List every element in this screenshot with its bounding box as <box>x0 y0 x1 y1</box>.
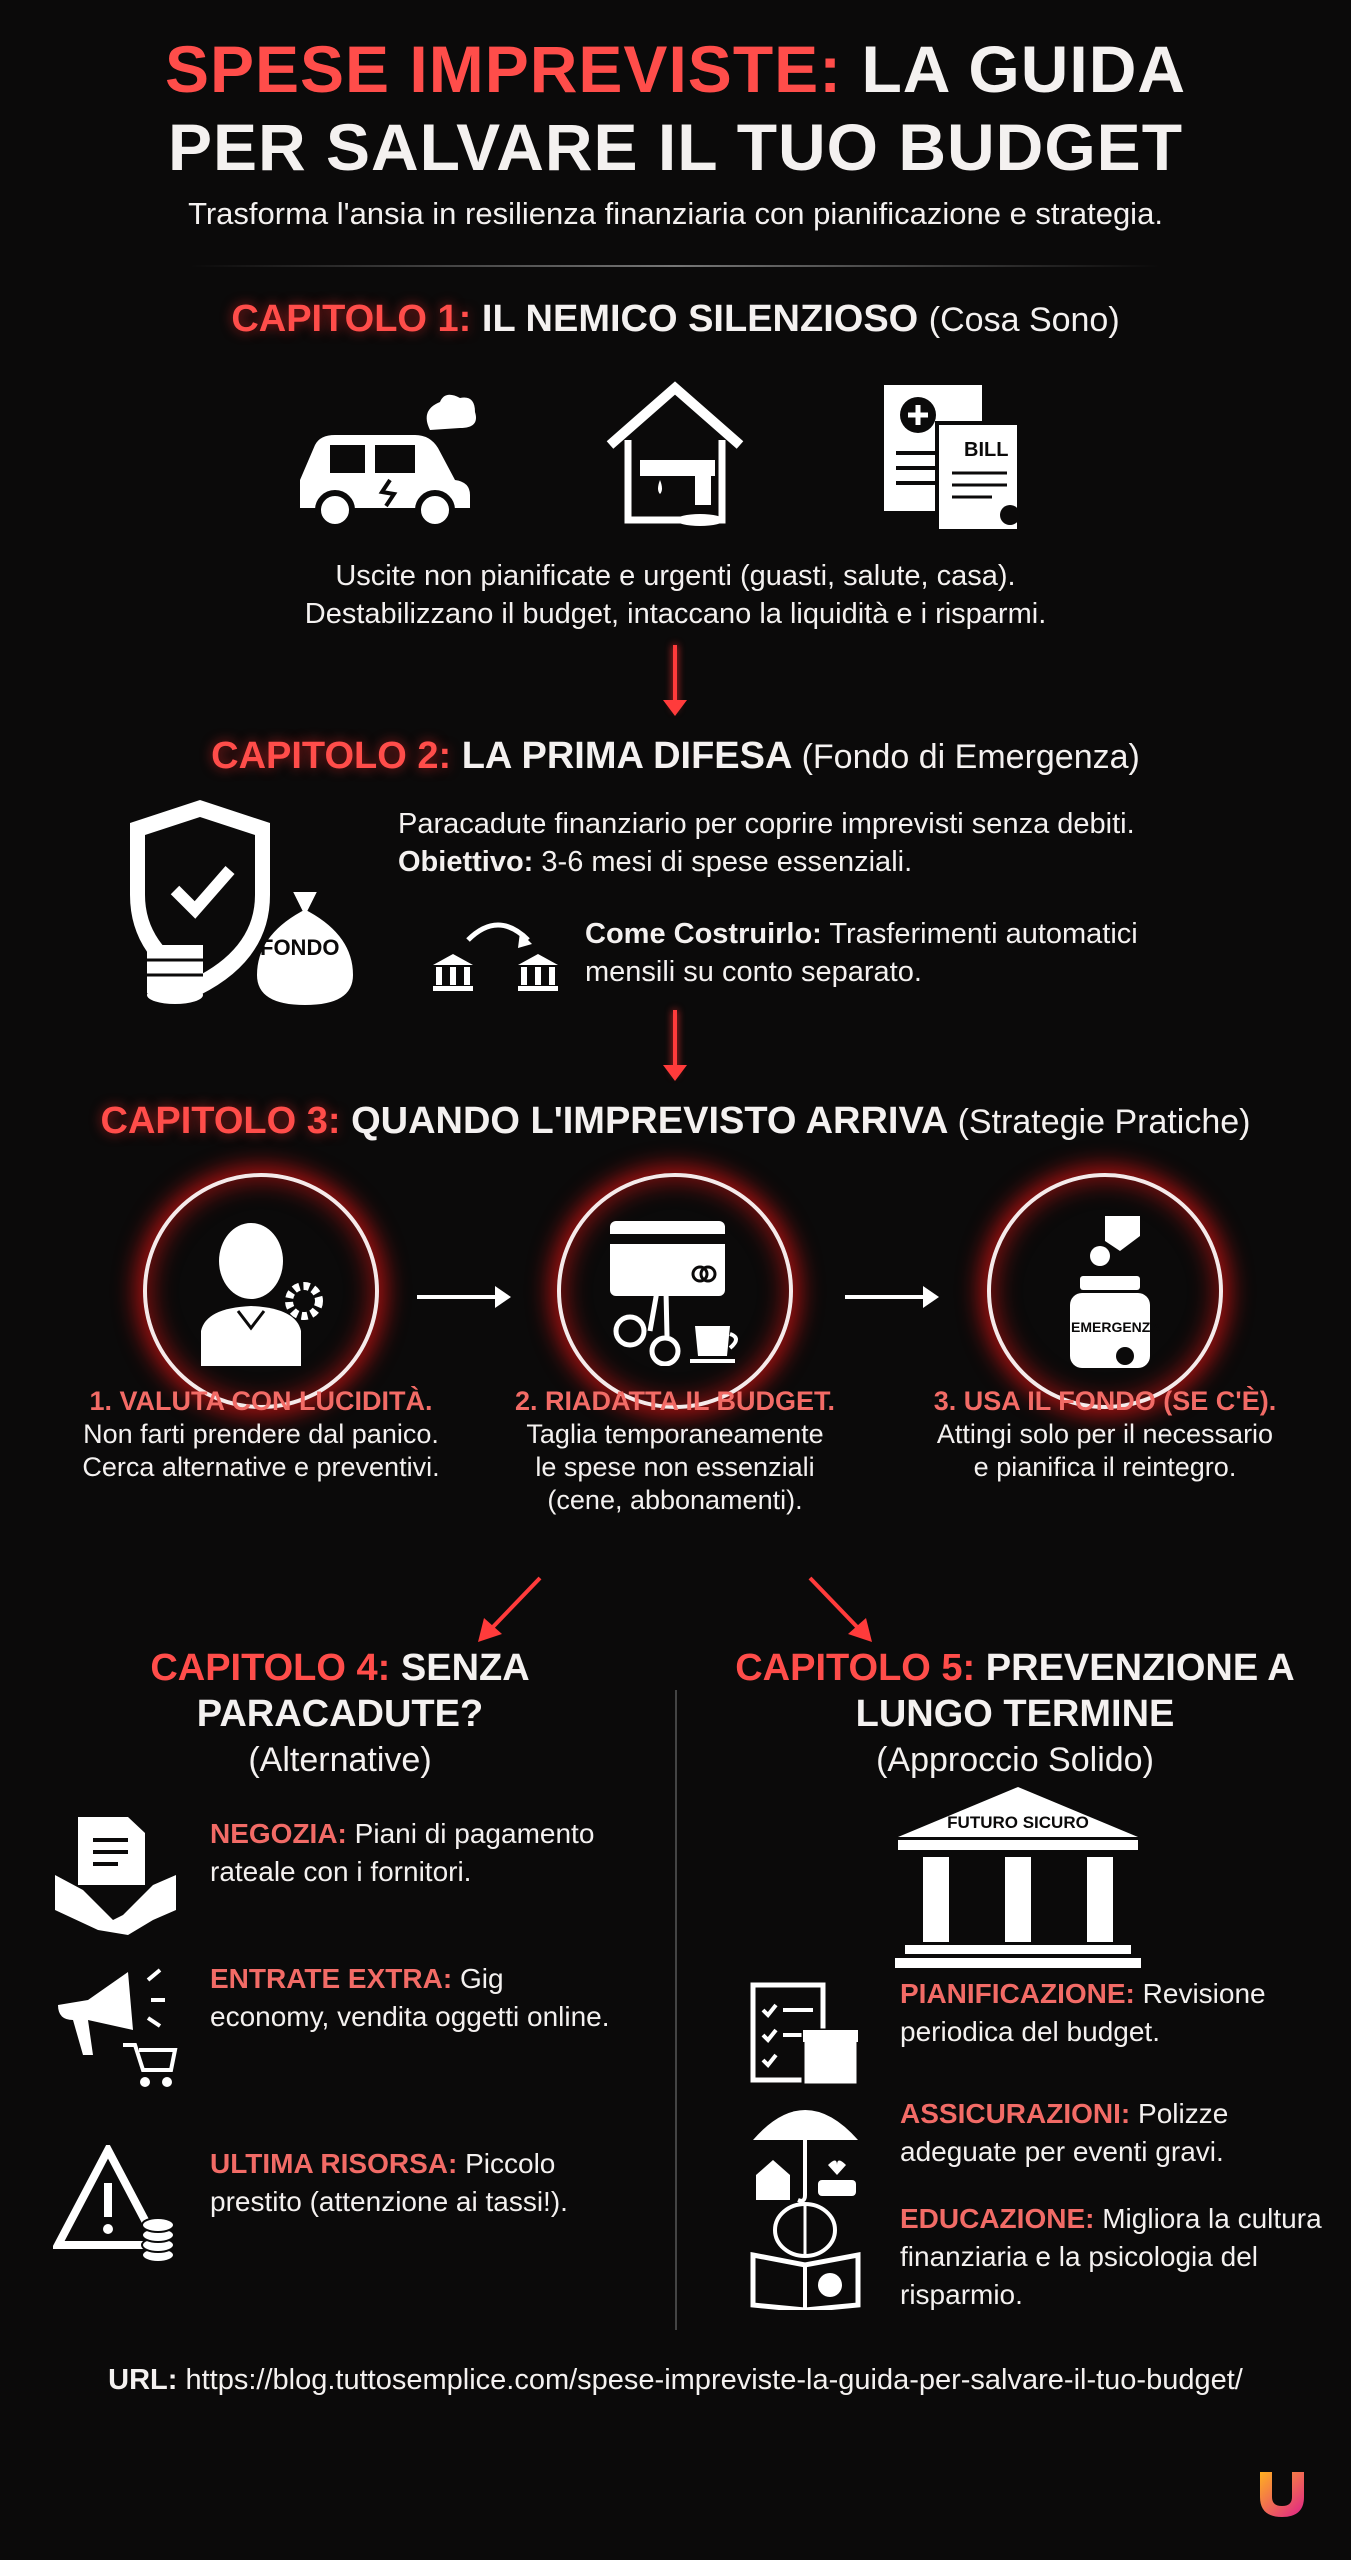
chapter1-text <box>0 557 1351 633</box>
branch-arrows-icon <box>470 1570 880 1650</box>
ch4-item-ultima <box>50 2145 610 2265</box>
footer-url <box>0 2364 1351 2397</box>
brain-book-icon <box>748 2200 863 2310</box>
chapter1-label: CAPITOLO 1: <box>231 298 472 340</box>
chapter5-label: CAPITOLO 5: <box>735 1647 976 1689</box>
main-title <box>0 30 1351 186</box>
chapter2-heading <box>0 735 1351 778</box>
chapter4-heading <box>40 1645 640 1783</box>
step3-line1: Attingi solo per il necessario <box>936 1419 1274 1449</box>
chapter2-label: CAPITOLO 2: <box>211 735 452 777</box>
title-white: LA GUIDA <box>861 32 1187 106</box>
step1-line1: Non farti prendere dal panico. <box>83 1419 439 1449</box>
chapter4-label: CAPITOLO 4: <box>150 1647 391 1689</box>
chapter4-title1: SENZA <box>400 1647 530 1689</box>
title-red: SPESE IMPREVISTE: <box>164 32 843 106</box>
step2-title: 2. RIADATTA IL BUDGET. <box>514 1386 835 1416</box>
item-text: Gig economy, vendita oggetti online. <box>210 1963 610 2032</box>
chapter5-title2: LUNGO TERMINE <box>855 1693 1175 1735</box>
right-arrow-icon <box>845 1295 935 1299</box>
megaphone-cart-icon <box>53 1960 178 2090</box>
subtitle: Trasforma l'ansia in resilienza finanziaria con pianificazione e strategia. <box>188 196 1163 231</box>
chapter1-title: IL NEMICO SILENZIOSO <box>481 298 919 340</box>
shield-money-bag-icon <box>120 795 360 1010</box>
chapter5-title1: PREVENZIONE A <box>985 1647 1295 1689</box>
house-leak-icon <box>600 380 750 535</box>
ch5-item-educazione <box>740 2200 1340 2314</box>
step2-line3: (cene, abbonamenti). <box>547 1485 803 1515</box>
brand-logo-icon <box>1252 2462 1312 2522</box>
chapter3-label: CAPITOLO 3: <box>100 1100 341 1142</box>
medical-bill-icon <box>882 383 1032 533</box>
item-label: PIANIFICAZIONE: <box>900 1978 1135 2009</box>
broken-car-icon <box>290 390 480 530</box>
step3-circle <box>987 1173 1223 1409</box>
step2-line2: le spese non essenziali <box>535 1452 815 1482</box>
ch4-item-entrate <box>50 1960 610 2090</box>
item-text: Migliora la cultura finanziaria e la psicologia del risparmio. <box>900 2203 1322 2310</box>
chapter2-text <box>398 805 1298 881</box>
item-label: EDUCAZIONE: <box>900 2203 1095 2234</box>
down-arrow-icon <box>673 1010 677 1075</box>
item-text: Polizze adeguate per eventi gravi. <box>900 2098 1229 2167</box>
chapter1-line2: Destabilizzano il budget, intaccano la liquidità e i risparmi. <box>304 598 1047 630</box>
step1-circle <box>143 1173 379 1409</box>
emergency-jar-icon <box>1045 1211 1165 1371</box>
umbrella-insurance-icon <box>748 2095 863 2205</box>
chapter2-title: LA PRIMA DIFESA <box>461 735 792 777</box>
step2-text <box>475 1385 875 1517</box>
divider <box>190 265 1160 267</box>
handshake-contract-icon <box>53 1815 178 1940</box>
chapter1-line1: Uscite non pianificate e urgenti (guasti, salute, casa). <box>335 560 1016 592</box>
item-label: NEGOZIA: <box>210 1818 347 1849</box>
url-label: URL: <box>108 2364 178 2396</box>
step3-title: 3. USA IL FONDO (SE C'È). <box>933 1386 1277 1416</box>
checklist-calendar-icon <box>748 1975 863 2090</box>
goal-label: Obiettivo: <box>398 846 534 878</box>
right-arrow-icon <box>417 1295 507 1299</box>
step1-text <box>61 1385 461 1484</box>
ch4-item-negozia <box>50 1815 610 1940</box>
step3-line2: e pianifica il reintegro. <box>973 1452 1237 1482</box>
ch5-item-pianificazione <box>740 1975 1340 2090</box>
ch5-item-assicurazioni <box>740 2095 1340 2205</box>
chapter2-build <box>585 915 1285 991</box>
item-text: Piani di pagamento rateale con i fornitori. <box>210 1818 595 1887</box>
fondo-label: FONDO <box>260 935 340 960</box>
url-link[interactable]: https://blog.tuttosemplice.com/spese-impreviste-la-guida-per-salvare-il-tuo-budget/ <box>185 2364 1243 2396</box>
down-arrow-icon <box>673 645 677 710</box>
item-text: Piccolo prestito (attenzione ai tassi!). <box>210 2148 568 2217</box>
chapter1-heading <box>0 298 1351 341</box>
build-line2: mensili su conto separato. <box>585 956 922 988</box>
item-label: ASSICURAZIONI: <box>900 2098 1131 2129</box>
chapter4-paren: (Alternative) <box>248 1741 432 1779</box>
chapter5-heading <box>700 1645 1330 1783</box>
bank-transfer-icon <box>428 910 568 1000</box>
chapter3-paren: (Strategie Pratiche) <box>957 1103 1251 1141</box>
step2-circle <box>557 1173 793 1409</box>
temple-icon <box>893 1785 1143 1970</box>
item-text: Revisione periodica del budget. <box>900 1978 1266 2047</box>
chapter2-line1: Paracadute finanziario per coprire imprevisti senza debiti. <box>398 808 1135 840</box>
emergenza-label: EMERGENZA <box>1071 1319 1161 1335</box>
build-label: Come Costruirlo: <box>585 918 822 950</box>
build-line1: Trasferimenti automatici <box>829 918 1138 950</box>
title-line2: PER SALVARE IL TUO BUDGET <box>167 110 1184 184</box>
chapter3-heading <box>0 1100 1351 1143</box>
card-scissors-coffee-icon <box>605 1216 745 1366</box>
goal-text: 3-6 mesi di spese essenziali. <box>541 846 913 878</box>
step2-line1: Taglia temporaneamente <box>526 1419 824 1449</box>
step1-line2: Cerca alternative e preventivi. <box>82 1452 440 1482</box>
chapter5-paren: (Approccio Solido) <box>876 1741 1154 1779</box>
temple-label: FUTURO SICURO <box>947 1813 1089 1832</box>
item-label: ENTRATE EXTRA: <box>210 1963 453 1994</box>
chapter2-paren: (Fondo di Emergenza) <box>801 738 1140 776</box>
step3-text <box>905 1385 1305 1484</box>
chapter4-title2: PARACADUTE? <box>196 1693 484 1735</box>
item-label: ULTIMA RISORSA: <box>210 2148 458 2179</box>
chapter1-paren: (Cosa Sono) <box>928 301 1120 339</box>
column-divider <box>675 1690 677 2330</box>
chapter3-title: QUANDO L'IMPREVISTO ARRIVA <box>351 1100 948 1142</box>
person-gear-icon <box>196 1216 326 1366</box>
bill-label: BILL <box>964 439 1009 461</box>
warning-coins-icon <box>53 2145 178 2265</box>
step1-title: 1. VALUTA CON LUCIDITÀ. <box>89 1386 433 1416</box>
